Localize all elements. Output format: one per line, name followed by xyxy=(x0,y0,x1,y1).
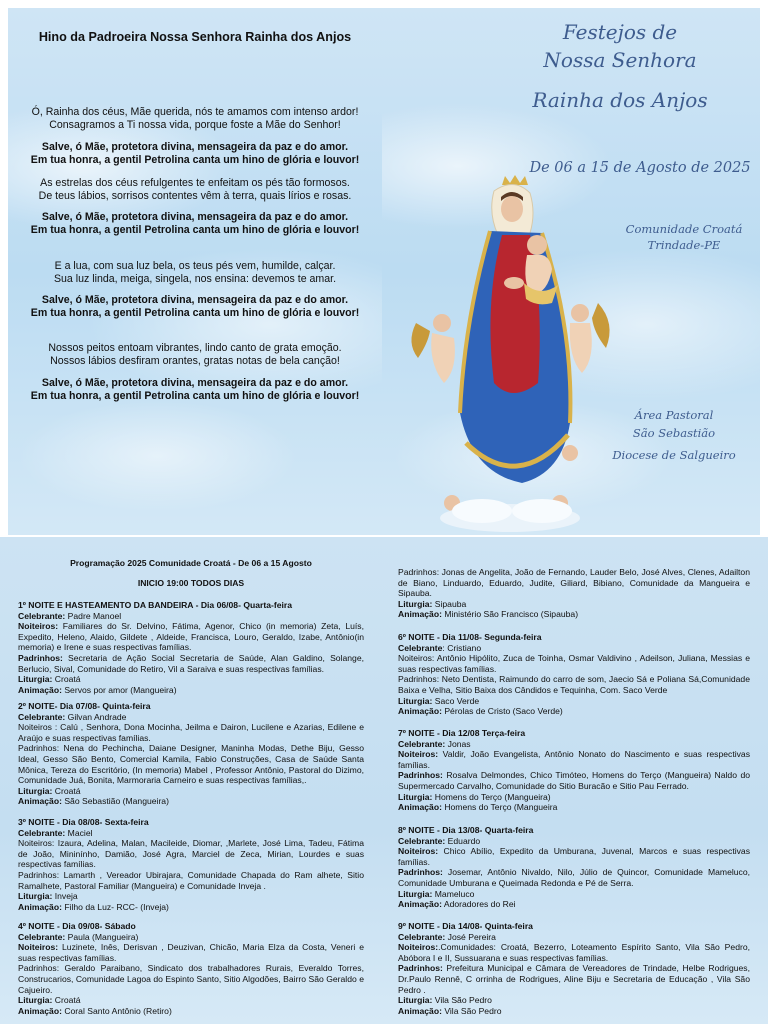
night-3 xyxy=(18,817,364,912)
celebrant-label: Celebrante: xyxy=(18,610,66,621)
noiteiros-value: Noiteiros: Antônio Hipólito, Zuca de Toinha, Osmar Valdivino , Adeilson, Juliana, Messias e suas respectivas famílias. xyxy=(398,653,750,674)
night-7 xyxy=(398,728,750,813)
liturgia-label: Liturgia: xyxy=(18,674,53,685)
liturgia-label: Liturgia: xyxy=(18,995,53,1006)
celebrant xyxy=(18,611,364,622)
animacao-label: Animação: xyxy=(18,901,62,912)
noiteiros xyxy=(18,942,364,963)
night-1 xyxy=(18,600,364,695)
night-title: 4º NOITE - Dia 09/08- Sábado xyxy=(18,921,136,931)
liturgia-label: Liturgia: xyxy=(18,785,53,796)
celebrant xyxy=(18,932,364,943)
liturgia xyxy=(398,889,750,900)
celebrant xyxy=(18,828,364,839)
cover-title-line2: Nossa Senhora xyxy=(543,48,697,72)
hymn-stanza-3 xyxy=(8,260,382,287)
hymn-title: Hino da Padroeira Nossa Senhora Rainha dos Anjos xyxy=(38,30,352,44)
refrain-line: Em tua honra, a gentil Petrolina canta um hino de glória e louvor! xyxy=(30,154,360,167)
our-lady-statue-image xyxy=(402,173,617,535)
animacao-label: Animação: xyxy=(398,899,442,910)
celebrant-value: Maciel xyxy=(65,827,93,838)
liturgia-value: Inveja xyxy=(52,891,78,902)
celebrant xyxy=(398,932,750,943)
refrain-line: Em tua honra, a gentil Petrolina canta um hino de glória e louvor! xyxy=(30,307,360,320)
night-title: 1º NOITE E HASTEAMENTO DA BANDEIRA - Dia 06/08- Quarta-feira xyxy=(18,600,293,610)
animacao-label: Animação: xyxy=(18,684,62,695)
animacao xyxy=(398,1006,750,1017)
padrinhos-value: Prefeitura Municipal e Câmara de Vereadores de Trindade, Helbe Rodrigues, Dr.Paulo Rennê, C orrinha de Rodrigues, Aline Biju e Secretaria de Educação , Vila São Pedro . xyxy=(398,963,750,995)
padrinhos xyxy=(398,963,750,995)
night-title: 3º NOITE - Dia 08/08- Sexta-feira xyxy=(18,817,149,827)
noiteiros xyxy=(398,846,750,867)
animacao xyxy=(18,685,364,696)
liturgia xyxy=(18,786,364,797)
refrain-line: Salve, ó Mãe, protetora divina, mensageira da paz e do amor. xyxy=(41,294,349,306)
celebrant-value: Jonas xyxy=(445,738,471,749)
noiteiros-label: Noiteiros: xyxy=(398,749,439,760)
padrinhos-label: Padrinhos: xyxy=(398,867,443,878)
animacao xyxy=(398,706,750,717)
liturgia-value: Mameluco xyxy=(432,888,475,899)
noiteiros-label: Noiteiros: xyxy=(398,942,439,953)
animacao xyxy=(18,796,364,807)
cover-title-line1: Festejos de xyxy=(562,20,678,44)
noiteiros-value: Familiares do Sr. Delvino, Fátima, Agenor, Chico (in memoria) Zeta, Luís, Expedito, Heleno, Alaido, Gildete , Aldeide, Francisca, Louro, Geraldo, Izabe, Antônio(in memoria) e Irene e suas respectivas famílias. xyxy=(18,621,364,653)
liturgia-label: Liturgia: xyxy=(398,598,433,609)
liturgia-value: Croatá xyxy=(52,995,81,1006)
padrinhos-value: Padrinhos: Jonas de Angelita, João de Fernando, Lauder Belo, José Alves, Clenes, Adailton de Biano, Linduardo, Eduardo, Judite, Giliard, Bibiano, Comunidade da Mangueira e Sipauba. xyxy=(398,567,750,599)
padrinhos-value: Padrinhos: Lamarth , Vereador Ubirajara, Comunidade Chapada do Ram alhete, Sitio Ramalhete, Pastoral Familiar (Mangueira) e Comunidade Inveja . xyxy=(18,869,364,891)
community-name: Comunidade Croatá xyxy=(625,222,743,236)
liturgia xyxy=(18,674,364,685)
celebrant-value: José Pereira xyxy=(445,931,496,942)
night-4 xyxy=(18,921,364,1016)
noiteiros-value: Noiteiros: Izaura, Adelina, Malan, Macileide, Diomar, ,Marlete, José Lima, Tadeu, Fátima de João, Mininínho, Damião, José Agra, Marciel de Zeca, Mirian, Lourdes e suas respectivas famílias. xyxy=(18,838,364,870)
animacao-value: Servos por amor (Mangueira) xyxy=(61,684,177,695)
animacao xyxy=(398,609,750,620)
celebrant-value: Paula (Mangueira) xyxy=(65,931,139,942)
hymn-refrain-3 xyxy=(8,294,382,321)
celebrant-label: Celebrante: xyxy=(18,711,66,722)
padrinhos-value: Padrinhos: Geraldo Paraibano, Sindicato dos trabalhadores Rurais, Everaldo Torres, Construcarios, Comunidade Lagoa do Espinto Santo, Sitio Algodões, Bairro São Geraldo e Cajueiro. xyxy=(18,963,364,995)
refrain-line: Em tua honra, a gentil Petrolina canta um hino de glória e louvor! xyxy=(30,224,360,237)
program-heading: Programação 2025 Comunidade Croatá - De 06 a 15 Agosto xyxy=(70,558,312,568)
stanza-line: As estrelas dos céus refulgentes te enfeitam os pés tão formosos. xyxy=(40,177,350,189)
celebrant xyxy=(398,836,750,847)
stanza-line: E a lua, com sua luz bela, os teus pés vem, humilde, calçar. xyxy=(54,260,336,272)
animacao xyxy=(18,902,364,913)
animacao-value: Ministério São Francisco (Sipauba) xyxy=(441,609,579,620)
liturgia-value: Saco Verde xyxy=(432,695,480,706)
stanza-line: Ó, Rainha dos céus, Mãe querida, nós te amamos com intenso ardor! xyxy=(31,106,359,118)
padrinhos xyxy=(398,770,750,791)
noiteiros-label: Noiteiros: xyxy=(398,846,439,857)
celebrant-value: Eduardo xyxy=(445,835,481,846)
padrinhos-value: Josemar, Antônio Nivaldo, Nilo, Júlio de Quincor, Comunidade Mameluco, Comunidade Umburana e Queimada Redonda e Pé de Serra. xyxy=(398,867,750,888)
noiteiros-label: Noiteiros: xyxy=(18,942,59,953)
celebrant-value: Padre Manoel xyxy=(65,610,122,621)
stanza-line: Sua luz linda, meiga, singela, nos ensina: devemos te amar. xyxy=(53,273,337,286)
liturgia xyxy=(18,995,364,1006)
celebrant xyxy=(398,739,750,750)
pastoral-area-name: São Sebastião xyxy=(632,426,716,440)
night-6 xyxy=(398,632,750,717)
cover-panel xyxy=(382,8,760,535)
noiteiros-value: .Comunidades: Croatá, Bezerro, Loteamento Espírito Santo, Vila São Pedro, Abóbora I e II, Sussuarana e suas respectivas famílias. xyxy=(398,942,750,963)
hymn-stanza-1 xyxy=(8,106,382,133)
padrinhos-value: Padrinhos: Nena do Pechincha, Daiane Designer, Maninha Modas, Dethe Biju, Gesso Ideal, Gesso São Bento, Comercial Kamila, Fabio Construções, Casa de Saúde Santa Mônica, Tereza do Escritório, (In memoria) Mabel , Professor Antônio, Pastoral do Dizimo, Comunidade Juá, Bonita, Marmoraria Carneiro e suas respectivas famílias,. xyxy=(18,743,364,786)
stanza-line: Consagramos a Ti nossa vida, porque foste a Mãe do Senhor! xyxy=(49,119,341,132)
liturgia xyxy=(398,599,750,610)
padrinhos xyxy=(18,653,364,674)
animacao-label: Animação: xyxy=(18,796,62,807)
hymn-stanza-4 xyxy=(8,342,382,369)
padrinhos-value: Rosalva Delmondes, Chico Timóteo, Homens do Terço (Mangueira) Naldo do Supermercado Carvalho, Comunidade do Sitio Buracão e Sitio Pau Ferrado. xyxy=(398,770,750,791)
noiteiros xyxy=(398,749,750,770)
pastoral-area: Área Pastoral xyxy=(634,408,714,422)
animacao-label: Animação: xyxy=(398,1005,442,1016)
animacao-label: Animação: xyxy=(398,706,442,717)
animacao-value: Pérolas de Cristo (Saco Verde) xyxy=(441,706,563,717)
night-title: 8º NOITE - Dia 13/08- Quarta-feira xyxy=(398,825,534,835)
stanza-line: Nossos lábios desfiram orantes, gratas notas de bela canção! xyxy=(50,355,340,368)
animacao-value: Homens do Terço (Mangueira xyxy=(441,802,558,813)
padrinhos-label: Padrinhos: xyxy=(398,770,443,781)
celebrant-label: Celebrante: xyxy=(398,835,446,846)
refrain-line: Salve, ó Mãe, protetora divina, mensageira da paz e do amor. xyxy=(41,141,349,153)
noiteiros-label: Noiteiros: xyxy=(18,621,59,632)
celebrant-label: Celebrante: xyxy=(18,827,66,838)
noiteiros-value: Noiteiros : Calú , Senhora, Dona Mocinha, Jeilma e Dairon, Lucilene e Azarias, Edilene e Araújo e suas respectivas famílias. xyxy=(18,722,364,743)
liturgia-value: Croatá xyxy=(52,674,81,685)
night-2 xyxy=(18,701,364,807)
celebrant-label: Celebrante: xyxy=(398,738,446,749)
animacao xyxy=(18,1006,364,1017)
celebrant xyxy=(398,643,750,654)
diocese-name: Diocese de Salgueiro xyxy=(612,448,736,462)
padrinhos-value: Secretaria de Ação Social Secretaria de Saúde, Alan Galdino, Solange, Berlucio, Sival, Comunidade do Retiro, Vil a Saraiva e suas respectivas famílias. xyxy=(18,652,364,674)
padrinhos-label: Padrinhos: xyxy=(18,652,63,663)
hymn-stanza-2 xyxy=(8,177,382,204)
liturgia xyxy=(398,995,750,1006)
liturgia-label: Liturgia: xyxy=(398,695,433,706)
noiteiros xyxy=(18,621,364,653)
animacao-label: Animação: xyxy=(398,802,442,813)
noiteiros-value: Luzinete, Inês, Derisvan , Deuzivan, Chicão, Maria Elza da Costa, Veneri e suas respectivas famílias. xyxy=(18,942,364,963)
animacao-value: Filho da Luz- RCC- (Inveja) xyxy=(61,901,169,912)
animacao xyxy=(398,899,750,910)
cover-dates: De 06 a 15 de Agosto de 2025 xyxy=(529,160,751,176)
liturgia-label: Liturgia: xyxy=(398,995,433,1006)
celebrant-label: Celebrante: xyxy=(398,931,446,942)
night-8 xyxy=(398,825,750,910)
liturgia-label: Liturgia: xyxy=(398,791,433,802)
liturgia-value: Homens do Terço (Mangueira) xyxy=(432,791,551,802)
hymn-refrain-4 xyxy=(8,377,382,404)
animacao xyxy=(398,802,750,813)
night-title: 2º NOITE- Dia 07/08- Quinta-feira xyxy=(18,701,151,711)
night-title: 9º NOITE - Dia 14/08- Quinta-feira xyxy=(398,921,533,931)
animacao-value: Vila São Pedro xyxy=(441,1005,502,1016)
refrain-line: Salve, ó Mãe, protetora divina, mensageira da paz e do amor. xyxy=(41,211,349,223)
animacao-value: Adoradores do Rei xyxy=(441,899,516,910)
community-city: Trindade-PE xyxy=(647,238,721,252)
stanza-line: Nossos peitos entoam vibrantes, lindo canto de grata emoção. xyxy=(48,342,342,354)
noiteiros-value: Chico Abílio, Expedito da Umburana, Juvenal, Marcos e suas respectivas famílias. xyxy=(398,846,750,867)
noiteiros-value: Valdir, João Evangelista, Antônio Nonato do Nascimento e suas respectivas famílias. xyxy=(398,749,750,770)
padrinhos-label: Padrinhos: xyxy=(398,963,443,974)
night-5-continued xyxy=(398,567,750,620)
night-title: 6º NOITE - Dia 11/08- Segunda-feira xyxy=(398,632,542,642)
liturgia-value: Vila São Pedro xyxy=(432,995,492,1006)
noiteiros xyxy=(398,942,750,963)
animacao-value: Coral Santo Antônio (Retiro) xyxy=(61,1005,172,1016)
animacao-label: Animação: xyxy=(18,1005,62,1016)
hymn-refrain-1 xyxy=(8,141,382,168)
padrinhos-value: Padrinhos: Neto Dentista, Raimundo do carro de som, Jaecio Sá e Poliana Sá,Comunidade Baixa e Velha, Sitio Baixa dos Cândidos e Tequinha, Com. Saco Verde xyxy=(398,674,750,695)
night-title: 7º NOITE - Dia 12/08 Terça-feira xyxy=(398,728,526,738)
liturgia-value: Croatá xyxy=(52,785,81,796)
celebrant-label: Celebrante: xyxy=(18,931,66,942)
liturgia xyxy=(398,696,750,707)
celebrant-value: Gilvan Andrade xyxy=(65,711,127,722)
padrinhos xyxy=(398,867,750,888)
refrain-line: Em tua honra, a gentil Petrolina canta um hino de glória e louvor! xyxy=(30,390,360,403)
hymn-panel xyxy=(8,8,382,535)
liturgia-label: Liturgia: xyxy=(18,891,53,902)
animacao-label: Animação: xyxy=(398,609,442,620)
celebrant-label: Celebrante xyxy=(398,642,443,653)
celebrant xyxy=(18,712,364,723)
stanza-line: De teus lábios, sorrisos contentes vêm à terra, quais lírios e rosas. xyxy=(38,190,352,203)
program-start-time: INICIO 19:00 TODOS DIAS xyxy=(137,578,245,588)
celebrant-value: : Cristiano xyxy=(442,642,482,653)
animacao-value: São Sebastião (Mangueira) xyxy=(61,796,169,807)
liturgia-value: Sipauba xyxy=(432,598,467,609)
hymn-refrain-2 xyxy=(8,211,382,238)
refrain-line: Salve, ó Mãe, protetora divina, mensageira da paz e do amor. xyxy=(41,377,349,389)
liturgia xyxy=(18,891,364,902)
night-9 xyxy=(398,921,750,1016)
liturgia xyxy=(398,792,750,803)
cover-title-line3: Rainha dos Anjos xyxy=(532,88,708,112)
liturgia-label: Liturgia: xyxy=(398,888,433,899)
program-panel xyxy=(0,537,768,1024)
